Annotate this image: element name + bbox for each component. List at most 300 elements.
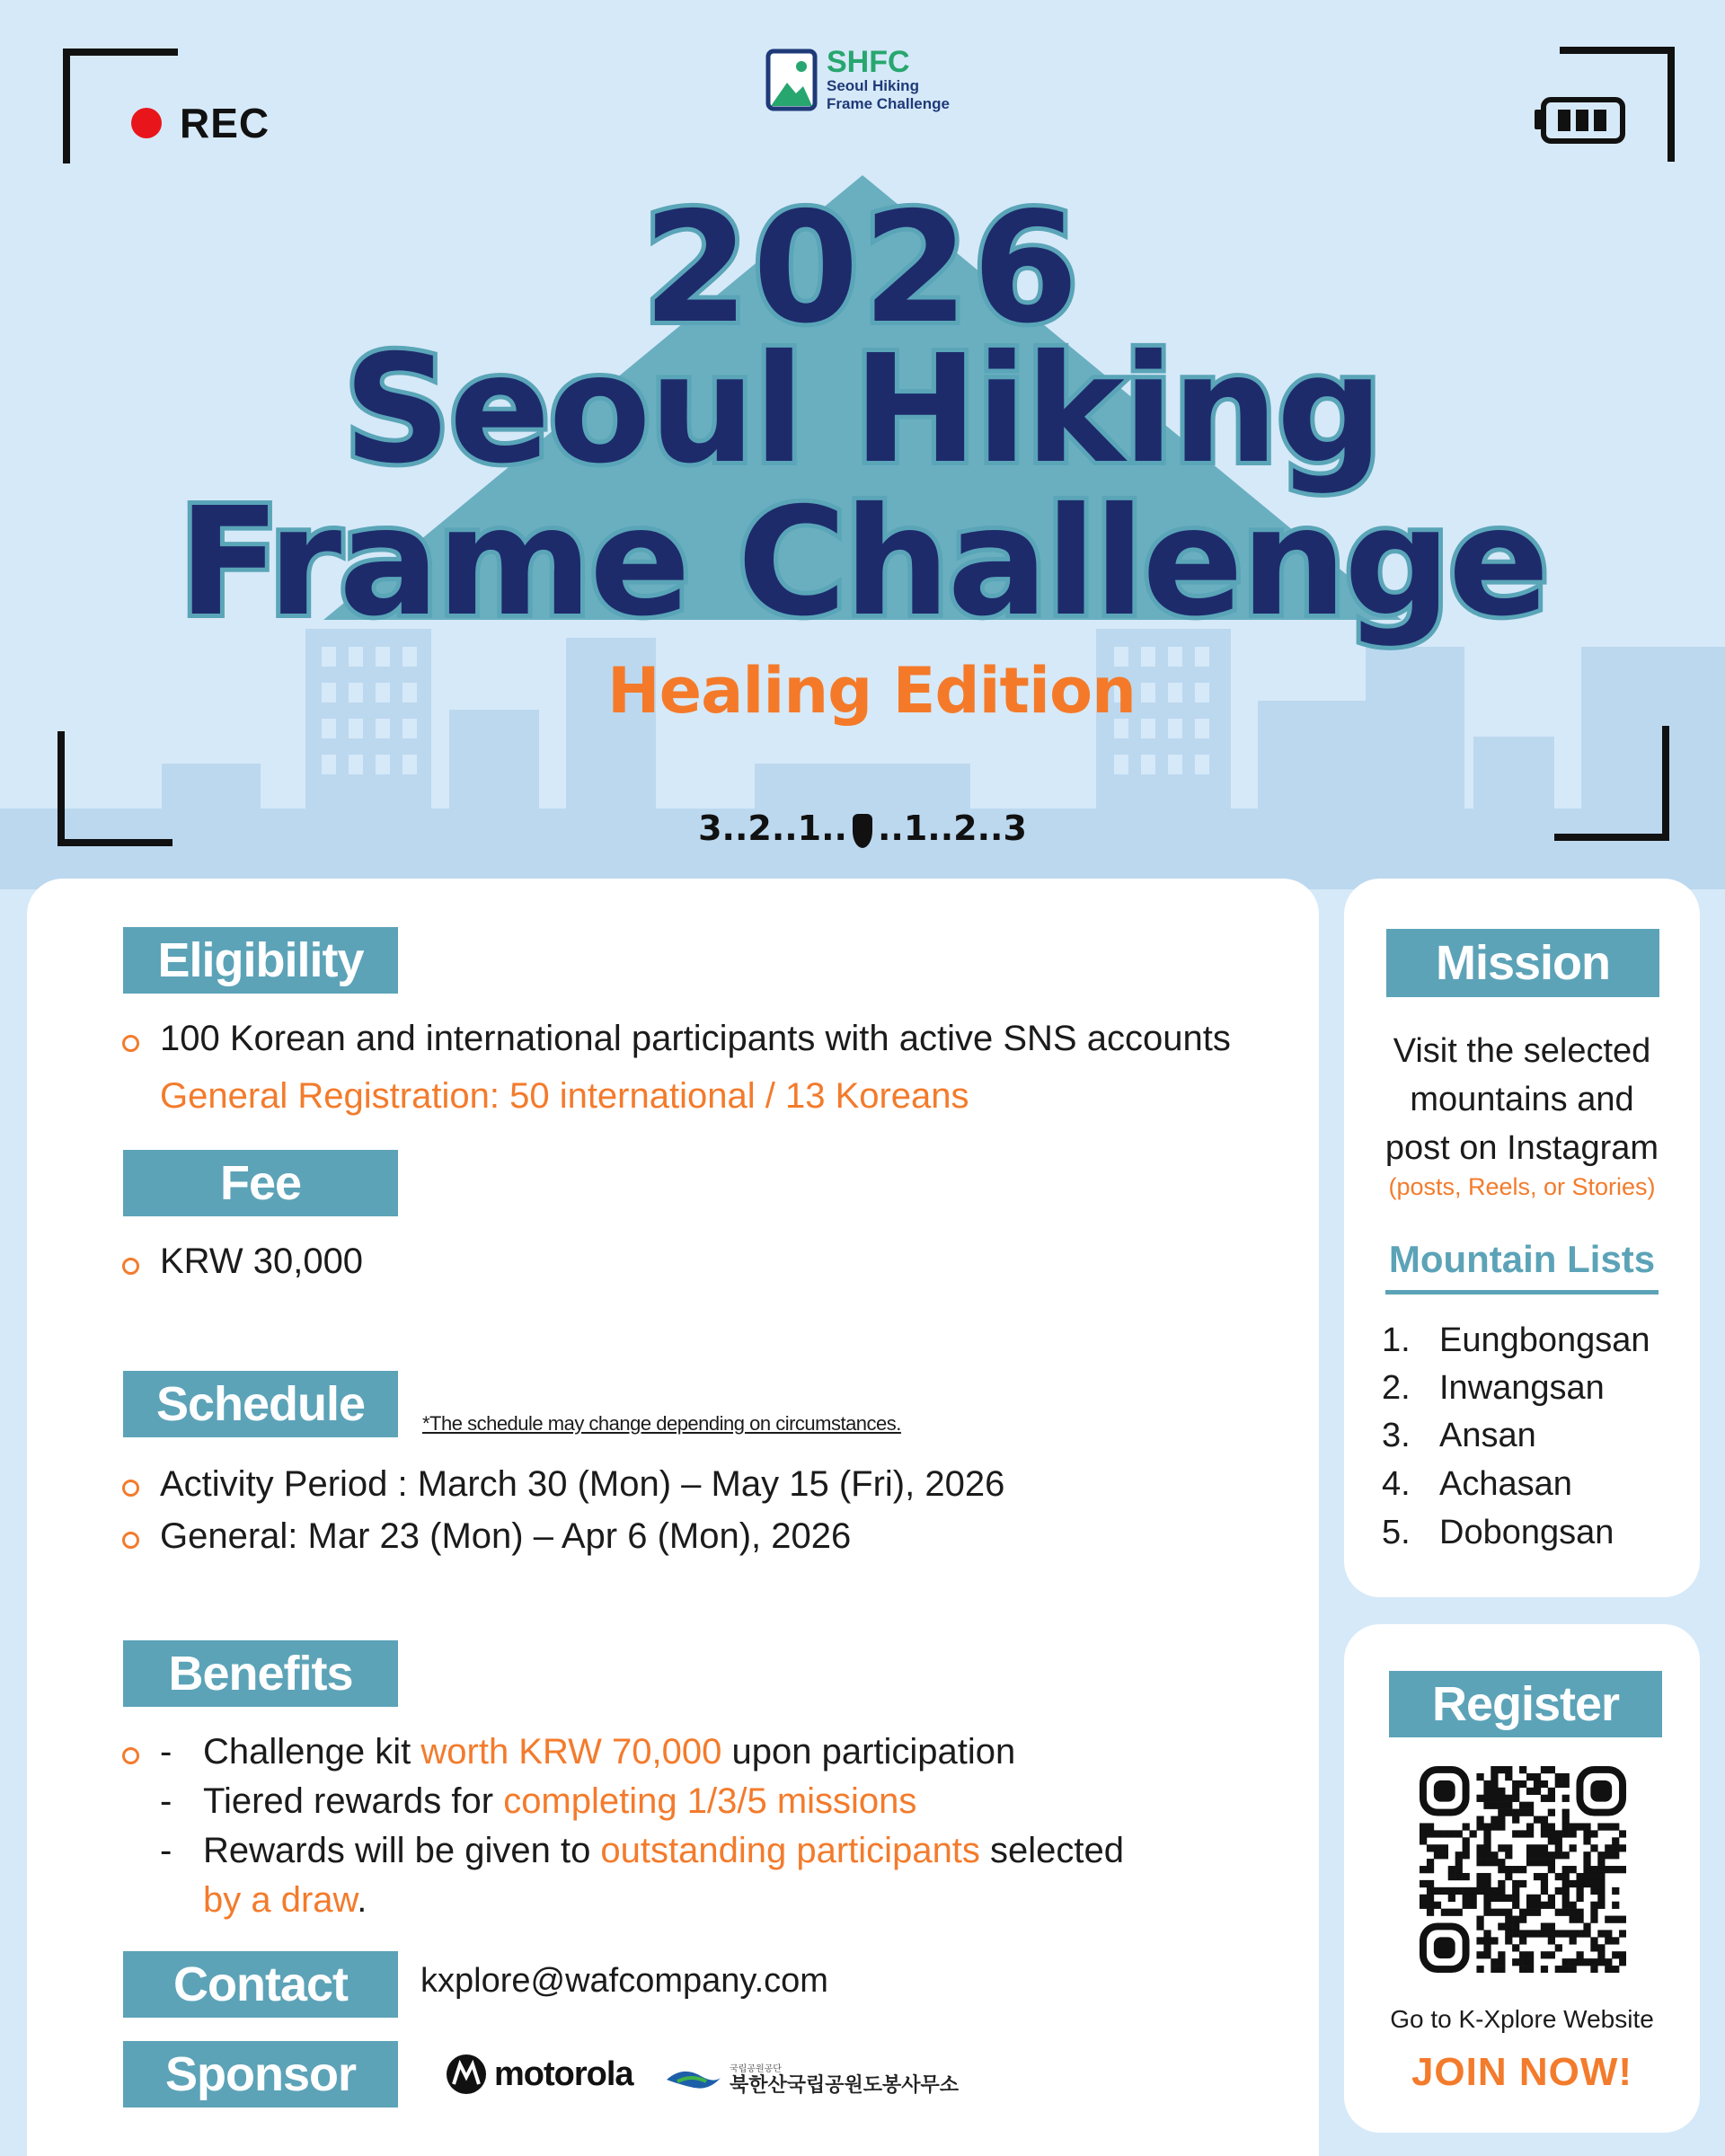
subtitle: Healing Edition xyxy=(607,654,1136,728)
qr-module xyxy=(1605,1851,1612,1859)
qr-module xyxy=(1576,1958,1583,1966)
battery-icon xyxy=(1533,97,1626,144)
qr-module xyxy=(1519,1909,1526,1916)
qr-module xyxy=(1576,1909,1583,1916)
qr-module xyxy=(1434,1902,1441,1909)
qr-finder-inner xyxy=(1590,1780,1612,1802)
qr-module xyxy=(1612,1844,1619,1851)
qr-module xyxy=(1476,1937,1483,1944)
qr-module xyxy=(1476,1816,1483,1824)
qr-module xyxy=(1541,1830,1548,1837)
qr-module xyxy=(1605,1916,1612,1923)
record-dot-icon xyxy=(131,108,162,138)
qr-module xyxy=(1498,1844,1505,1851)
qr-module xyxy=(1476,1966,1483,1973)
qr-module xyxy=(1562,1866,1570,1873)
qr-module xyxy=(1519,1966,1526,1973)
benefit-3-period: . xyxy=(357,1880,367,1920)
qr-module xyxy=(1519,1880,1526,1887)
title-line1: Seoul Hiking xyxy=(343,323,1382,497)
qr-module xyxy=(1427,1844,1434,1851)
fee-line1: KRW 30,000 xyxy=(160,1241,364,1281)
qr-module xyxy=(1476,1823,1483,1830)
motorola-logo xyxy=(446,2054,633,2095)
qr-module xyxy=(1562,1930,1570,1937)
qr-module xyxy=(1491,1766,1498,1773)
title-year: 2026 xyxy=(642,180,1083,358)
qr-module xyxy=(1534,1930,1541,1937)
benefit-1-text-end: upon participation xyxy=(721,1732,1016,1772)
qr-module xyxy=(1583,1958,1590,1966)
rec-label: REC xyxy=(180,100,270,146)
qr-module xyxy=(1590,1887,1597,1895)
qr-module xyxy=(1562,1851,1570,1859)
qr-module xyxy=(1483,1802,1491,1809)
qr-module xyxy=(1605,1823,1612,1830)
qr-module xyxy=(1512,1780,1519,1788)
benefit-3-text-end: selected xyxy=(979,1831,1125,1870)
qr-module xyxy=(1455,1851,1463,1859)
mountain-num: 3. xyxy=(1382,1417,1411,1454)
qr-module xyxy=(1455,1866,1463,1873)
qr-module xyxy=(1583,1837,1590,1844)
qr-module xyxy=(1505,1773,1512,1780)
qr-module xyxy=(1612,1887,1619,1895)
qr-module xyxy=(1548,1851,1555,1859)
qr-module xyxy=(1597,1944,1605,1951)
qr-module xyxy=(1519,1958,1526,1966)
qr-module xyxy=(1541,1951,1548,1958)
qr-module xyxy=(1597,1859,1605,1866)
qr-module xyxy=(1498,1909,1505,1916)
qr-module xyxy=(1505,1766,1512,1773)
qr-module xyxy=(1562,1902,1570,1909)
qr-module xyxy=(1505,1909,1512,1916)
qr-module xyxy=(1541,1930,1548,1937)
qr-module xyxy=(1441,1844,1448,1851)
qr-module xyxy=(1483,1887,1491,1895)
qr-module xyxy=(1455,1909,1463,1916)
qr-module xyxy=(1470,1830,1477,1837)
qr-module xyxy=(1491,1795,1498,1802)
join-now-button[interactable]: JOIN NOW! xyxy=(1411,2050,1633,2094)
qr-module xyxy=(1570,1909,1577,1916)
qr-module xyxy=(1483,1902,1491,1909)
qr-module xyxy=(1476,1887,1483,1895)
pin-icon xyxy=(853,814,872,848)
mountain-num: 2. xyxy=(1382,1369,1411,1407)
qr-module xyxy=(1548,1837,1555,1844)
qr-module xyxy=(1570,1930,1577,1937)
qr-module xyxy=(1548,1830,1555,1837)
qr-module xyxy=(1483,1930,1491,1937)
qr-module xyxy=(1562,1873,1570,1880)
qr-module xyxy=(1597,1873,1605,1880)
qr-module xyxy=(1498,1887,1505,1895)
shfc-logo xyxy=(765,47,950,112)
qr-module xyxy=(1434,1887,1441,1895)
qr-module xyxy=(1476,1951,1483,1958)
qr-module xyxy=(1541,1844,1548,1851)
qr-module xyxy=(1548,1930,1555,1937)
bullet-icon xyxy=(122,1258,139,1275)
qr-module xyxy=(1483,1823,1491,1830)
qr-module xyxy=(1420,1880,1427,1887)
qr-module xyxy=(1498,1880,1505,1887)
benefit-dash: - xyxy=(160,1831,172,1870)
schedule-note: *The schedule may change depending on circumstances. xyxy=(422,1412,901,1435)
qr-module xyxy=(1605,1866,1612,1873)
qr-module xyxy=(1562,1780,1570,1788)
qr-module xyxy=(1541,1922,1548,1930)
qr-module xyxy=(1555,1851,1562,1859)
qr-module xyxy=(1548,1766,1555,1773)
qr-module xyxy=(1541,1851,1548,1859)
qr-module xyxy=(1463,1837,1470,1844)
qr-module xyxy=(1519,1809,1526,1816)
qr-module xyxy=(1541,1859,1548,1866)
qr-module xyxy=(1605,1958,1612,1966)
qr-module xyxy=(1583,1873,1590,1880)
benefit-3 xyxy=(203,1831,1124,1871)
mission-note: (posts, Reels, or Stories) xyxy=(1388,1173,1656,1200)
qr-module xyxy=(1526,1802,1534,1809)
qr-module xyxy=(1548,1895,1555,1902)
qr-module xyxy=(1590,1958,1597,1966)
qr-module xyxy=(1555,1780,1562,1788)
qr-module xyxy=(1512,1916,1519,1923)
qr-module xyxy=(1519,1916,1526,1923)
qr-module xyxy=(1470,1902,1477,1909)
qr-module xyxy=(1541,1902,1548,1909)
qr-module xyxy=(1597,1930,1605,1937)
mountain-item xyxy=(1382,1417,1536,1455)
qr-module xyxy=(1541,1966,1548,1973)
qr-module xyxy=(1541,1880,1548,1887)
qr-module xyxy=(1427,1909,1434,1916)
qr-module xyxy=(1619,1930,1626,1937)
qr-module xyxy=(1590,1966,1597,1973)
qr-module xyxy=(1597,1823,1605,1830)
qr-module xyxy=(1512,1830,1519,1837)
sponsor2-small: 국립공원공단 xyxy=(730,2064,782,2074)
mountain-name: Dobongsan xyxy=(1439,1514,1614,1551)
qr-module xyxy=(1590,1873,1597,1880)
qr-module xyxy=(1519,1830,1526,1837)
qr-module xyxy=(1427,1895,1434,1902)
qr-module xyxy=(1562,1880,1570,1887)
mountain-name: Ansan xyxy=(1439,1417,1536,1454)
qr-module xyxy=(1590,1866,1597,1873)
qr-module xyxy=(1576,1916,1583,1923)
qr-module xyxy=(1491,1909,1498,1916)
qr-module xyxy=(1505,1802,1512,1809)
eligibility-heading: Eligibility xyxy=(123,927,398,994)
qr-module xyxy=(1491,1958,1498,1966)
qr-module xyxy=(1476,1922,1483,1930)
logo-abbr: SHFC xyxy=(827,45,910,79)
qr-module xyxy=(1590,1880,1597,1887)
mountain-item xyxy=(1382,1369,1605,1408)
qr-module xyxy=(1619,1844,1626,1851)
qr-module xyxy=(1463,1844,1470,1851)
fee-heading: Fee xyxy=(123,1150,398,1216)
qr-module xyxy=(1498,1823,1505,1830)
qr-module xyxy=(1555,1837,1562,1844)
qr-module xyxy=(1427,1823,1434,1830)
qr-module xyxy=(1470,1887,1477,1895)
qr-module xyxy=(1505,1851,1512,1859)
qr-module xyxy=(1570,1937,1577,1944)
mission-heading: Mission xyxy=(1386,929,1659,997)
qr-module xyxy=(1420,1837,1427,1844)
qr-module xyxy=(1505,1916,1512,1923)
qr-module xyxy=(1562,1966,1570,1973)
qr-module xyxy=(1498,1895,1505,1902)
qr-module xyxy=(1576,1887,1583,1895)
qr-module xyxy=(1597,1887,1605,1895)
qr-module xyxy=(1562,1830,1570,1837)
qr-module xyxy=(1463,1887,1470,1895)
qr-module xyxy=(1555,1830,1562,1837)
qr-module xyxy=(1605,1937,1612,1944)
qr-module xyxy=(1420,1830,1427,1837)
qr-module xyxy=(1555,1966,1562,1973)
benefit-1-text: Challenge kit xyxy=(203,1732,421,1772)
qr-module xyxy=(1576,1895,1583,1902)
qr-module xyxy=(1483,1895,1491,1902)
qr-module xyxy=(1483,1788,1491,1795)
bullet-icon xyxy=(122,1747,139,1764)
qr-module xyxy=(1498,1802,1505,1809)
qr-module xyxy=(1583,1830,1590,1837)
qr-module xyxy=(1576,1880,1583,1887)
qr-module xyxy=(1562,1809,1570,1816)
qr-module xyxy=(1463,1895,1470,1902)
qr-module xyxy=(1576,1873,1583,1880)
qr-module xyxy=(1476,1851,1483,1859)
qr-module xyxy=(1534,1859,1541,1866)
qr-module xyxy=(1526,1823,1534,1830)
qr-module xyxy=(1512,1809,1519,1816)
qr-module xyxy=(1619,1830,1626,1837)
qr-module xyxy=(1555,1873,1562,1880)
qr-module xyxy=(1570,1916,1577,1923)
qr-module xyxy=(1583,1922,1590,1930)
qr-module xyxy=(1548,1823,1555,1830)
qr-module xyxy=(1420,1902,1427,1909)
qr-module xyxy=(1448,1887,1455,1895)
qr-module xyxy=(1619,1958,1626,1966)
qr-module xyxy=(1420,1895,1427,1902)
qr-finder-inner xyxy=(1434,1780,1455,1802)
qr-module xyxy=(1548,1951,1555,1958)
qr-module xyxy=(1576,1823,1583,1830)
qr-module xyxy=(1491,1802,1498,1809)
mountain-item xyxy=(1382,1514,1614,1552)
qr-module xyxy=(1505,1895,1512,1902)
motorola-batwing-icon xyxy=(446,2054,487,2095)
qr-module xyxy=(1498,1866,1505,1873)
qr-module xyxy=(1512,1922,1519,1930)
qr-module xyxy=(1612,1937,1619,1944)
qr-module xyxy=(1590,1844,1597,1851)
qr-module xyxy=(1498,1809,1505,1816)
qr-module xyxy=(1590,1902,1597,1909)
qr-module xyxy=(1491,1851,1498,1859)
qr-module xyxy=(1612,1916,1619,1923)
qr-module xyxy=(1526,1902,1534,1909)
qr-module xyxy=(1441,1887,1448,1895)
qr-module xyxy=(1590,1944,1597,1951)
qr-module xyxy=(1476,1859,1483,1866)
sponsor1-name: motorola xyxy=(494,2054,633,2093)
qr-module xyxy=(1505,1937,1512,1944)
qr-module xyxy=(1483,1780,1491,1788)
qr-module xyxy=(1505,1866,1512,1873)
qr-module xyxy=(1483,1951,1491,1958)
qr-module xyxy=(1548,1788,1555,1795)
qr-module xyxy=(1583,1851,1590,1859)
qr-module xyxy=(1483,1944,1491,1951)
bullet-icon xyxy=(122,1035,139,1052)
qr-module xyxy=(1526,1859,1534,1866)
qr-module xyxy=(1534,1816,1541,1824)
qr-module xyxy=(1526,1809,1534,1816)
qr-module xyxy=(1590,1830,1597,1837)
contact-heading: Contact xyxy=(123,1951,398,2018)
register-go-text: Go to K-Xplore Website xyxy=(1390,2005,1654,2033)
qr-module xyxy=(1555,1844,1562,1851)
qr-module xyxy=(1498,1766,1505,1773)
mountain-item xyxy=(1382,1321,1650,1360)
qr-module xyxy=(1483,1859,1491,1866)
qr-module xyxy=(1455,1859,1463,1866)
logo-line1: Seoul Hiking xyxy=(827,77,919,94)
qr-module xyxy=(1526,1951,1534,1958)
qr-module xyxy=(1455,1873,1463,1880)
qr-module xyxy=(1597,1866,1605,1873)
qr-module xyxy=(1562,1823,1570,1830)
qr-module xyxy=(1483,1880,1491,1887)
qr-module xyxy=(1570,1958,1577,1966)
qr-module xyxy=(1562,1895,1570,1902)
qr-module xyxy=(1463,1873,1470,1880)
qr-module xyxy=(1505,1795,1512,1802)
qr-module xyxy=(1505,1873,1512,1880)
qr-code-icon[interactable] xyxy=(1420,1766,1626,1973)
qr-module xyxy=(1534,1773,1541,1780)
qr-module xyxy=(1570,1866,1577,1873)
mountain-num: 1. xyxy=(1382,1321,1411,1359)
qr-module xyxy=(1555,1887,1562,1895)
benefit-3-cont xyxy=(203,1880,367,1921)
qr-module xyxy=(1519,1766,1526,1773)
qr-module xyxy=(1427,1902,1434,1909)
qr-module xyxy=(1619,1866,1626,1873)
qr-module xyxy=(1526,1895,1534,1902)
benefit-2 xyxy=(203,1781,916,1822)
qr-module xyxy=(1427,1887,1434,1895)
qr-module xyxy=(1576,1951,1583,1958)
qr-module xyxy=(1534,1873,1541,1880)
qr-module xyxy=(1441,1851,1448,1859)
qr-module xyxy=(1548,1937,1555,1944)
qr-module xyxy=(1420,1866,1427,1873)
qr-module xyxy=(1512,1816,1519,1824)
contact-email[interactable]: kxplore@wafcompany.com xyxy=(420,1962,828,2000)
qr-module xyxy=(1570,1880,1577,1887)
knp-emblem-icon xyxy=(665,2063,722,2094)
qr-module xyxy=(1597,1902,1605,1909)
qr-module xyxy=(1491,1887,1498,1895)
benefit-3-text: Rewards will be given to xyxy=(203,1831,601,1870)
qr-module xyxy=(1548,1866,1555,1873)
qr-module xyxy=(1605,1844,1612,1851)
qr-module xyxy=(1505,1922,1512,1930)
qr-module xyxy=(1470,1895,1477,1902)
qr-module xyxy=(1562,1773,1570,1780)
mountain-name: Inwangsan xyxy=(1439,1369,1605,1407)
schedule-line1: Activity Period : March 30 (Mon) – May 15 (Fri), 2026 xyxy=(160,1464,1005,1504)
countdown-left: 3..2..1.. xyxy=(698,808,847,848)
register-heading: Register xyxy=(1389,1671,1662,1737)
qr-module xyxy=(1512,1944,1519,1951)
qr-module xyxy=(1526,1773,1534,1780)
mission-line3: post on Instagram xyxy=(1384,1129,1659,1167)
qr-module xyxy=(1612,1951,1619,1958)
qr-module xyxy=(1534,1788,1541,1795)
qr-module xyxy=(1541,1795,1548,1802)
qr-module xyxy=(1526,1930,1534,1937)
qr-module xyxy=(1605,1930,1612,1937)
qr-module xyxy=(1597,1951,1605,1958)
qr-module xyxy=(1448,1830,1455,1837)
qr-module xyxy=(1491,1859,1498,1866)
mountain-name: Achasan xyxy=(1439,1465,1572,1503)
qr-module xyxy=(1512,1795,1519,1802)
qr-module xyxy=(1562,1909,1570,1916)
mission-line2: mountains and xyxy=(1410,1081,1634,1118)
qr-module xyxy=(1597,1851,1605,1859)
qr-module xyxy=(1534,1844,1541,1851)
qr-module xyxy=(1583,1880,1590,1887)
qr-module xyxy=(1441,1909,1448,1916)
qr-module xyxy=(1590,1909,1597,1916)
qr-module xyxy=(1519,1930,1526,1937)
qr-module xyxy=(1534,1851,1541,1859)
benefit-3-highlight: outstanding participants xyxy=(600,1831,980,1870)
qr-module xyxy=(1612,1902,1619,1909)
qr-module xyxy=(1548,1809,1555,1816)
qr-module xyxy=(1512,1887,1519,1895)
qr-module xyxy=(1476,1873,1483,1880)
eligibility-line1: 100 Korean and international participants with active SNS accounts xyxy=(160,1019,1231,1058)
qr-module xyxy=(1519,1780,1526,1788)
qr-module xyxy=(1441,1830,1448,1837)
title-line2: Frame Challenge xyxy=(178,476,1547,649)
qr-module xyxy=(1512,1930,1519,1937)
qr-module xyxy=(1570,1823,1577,1830)
qr-module xyxy=(1448,1909,1455,1916)
qr-module xyxy=(1512,1788,1519,1795)
qr-module xyxy=(1541,1766,1548,1773)
benefit-2-highlight: completing 1/3/5 missions xyxy=(503,1781,917,1821)
qr-module xyxy=(1463,1823,1470,1830)
qr-module xyxy=(1548,1795,1555,1802)
qr-module xyxy=(1420,1823,1427,1830)
rec-indicator xyxy=(131,99,270,147)
